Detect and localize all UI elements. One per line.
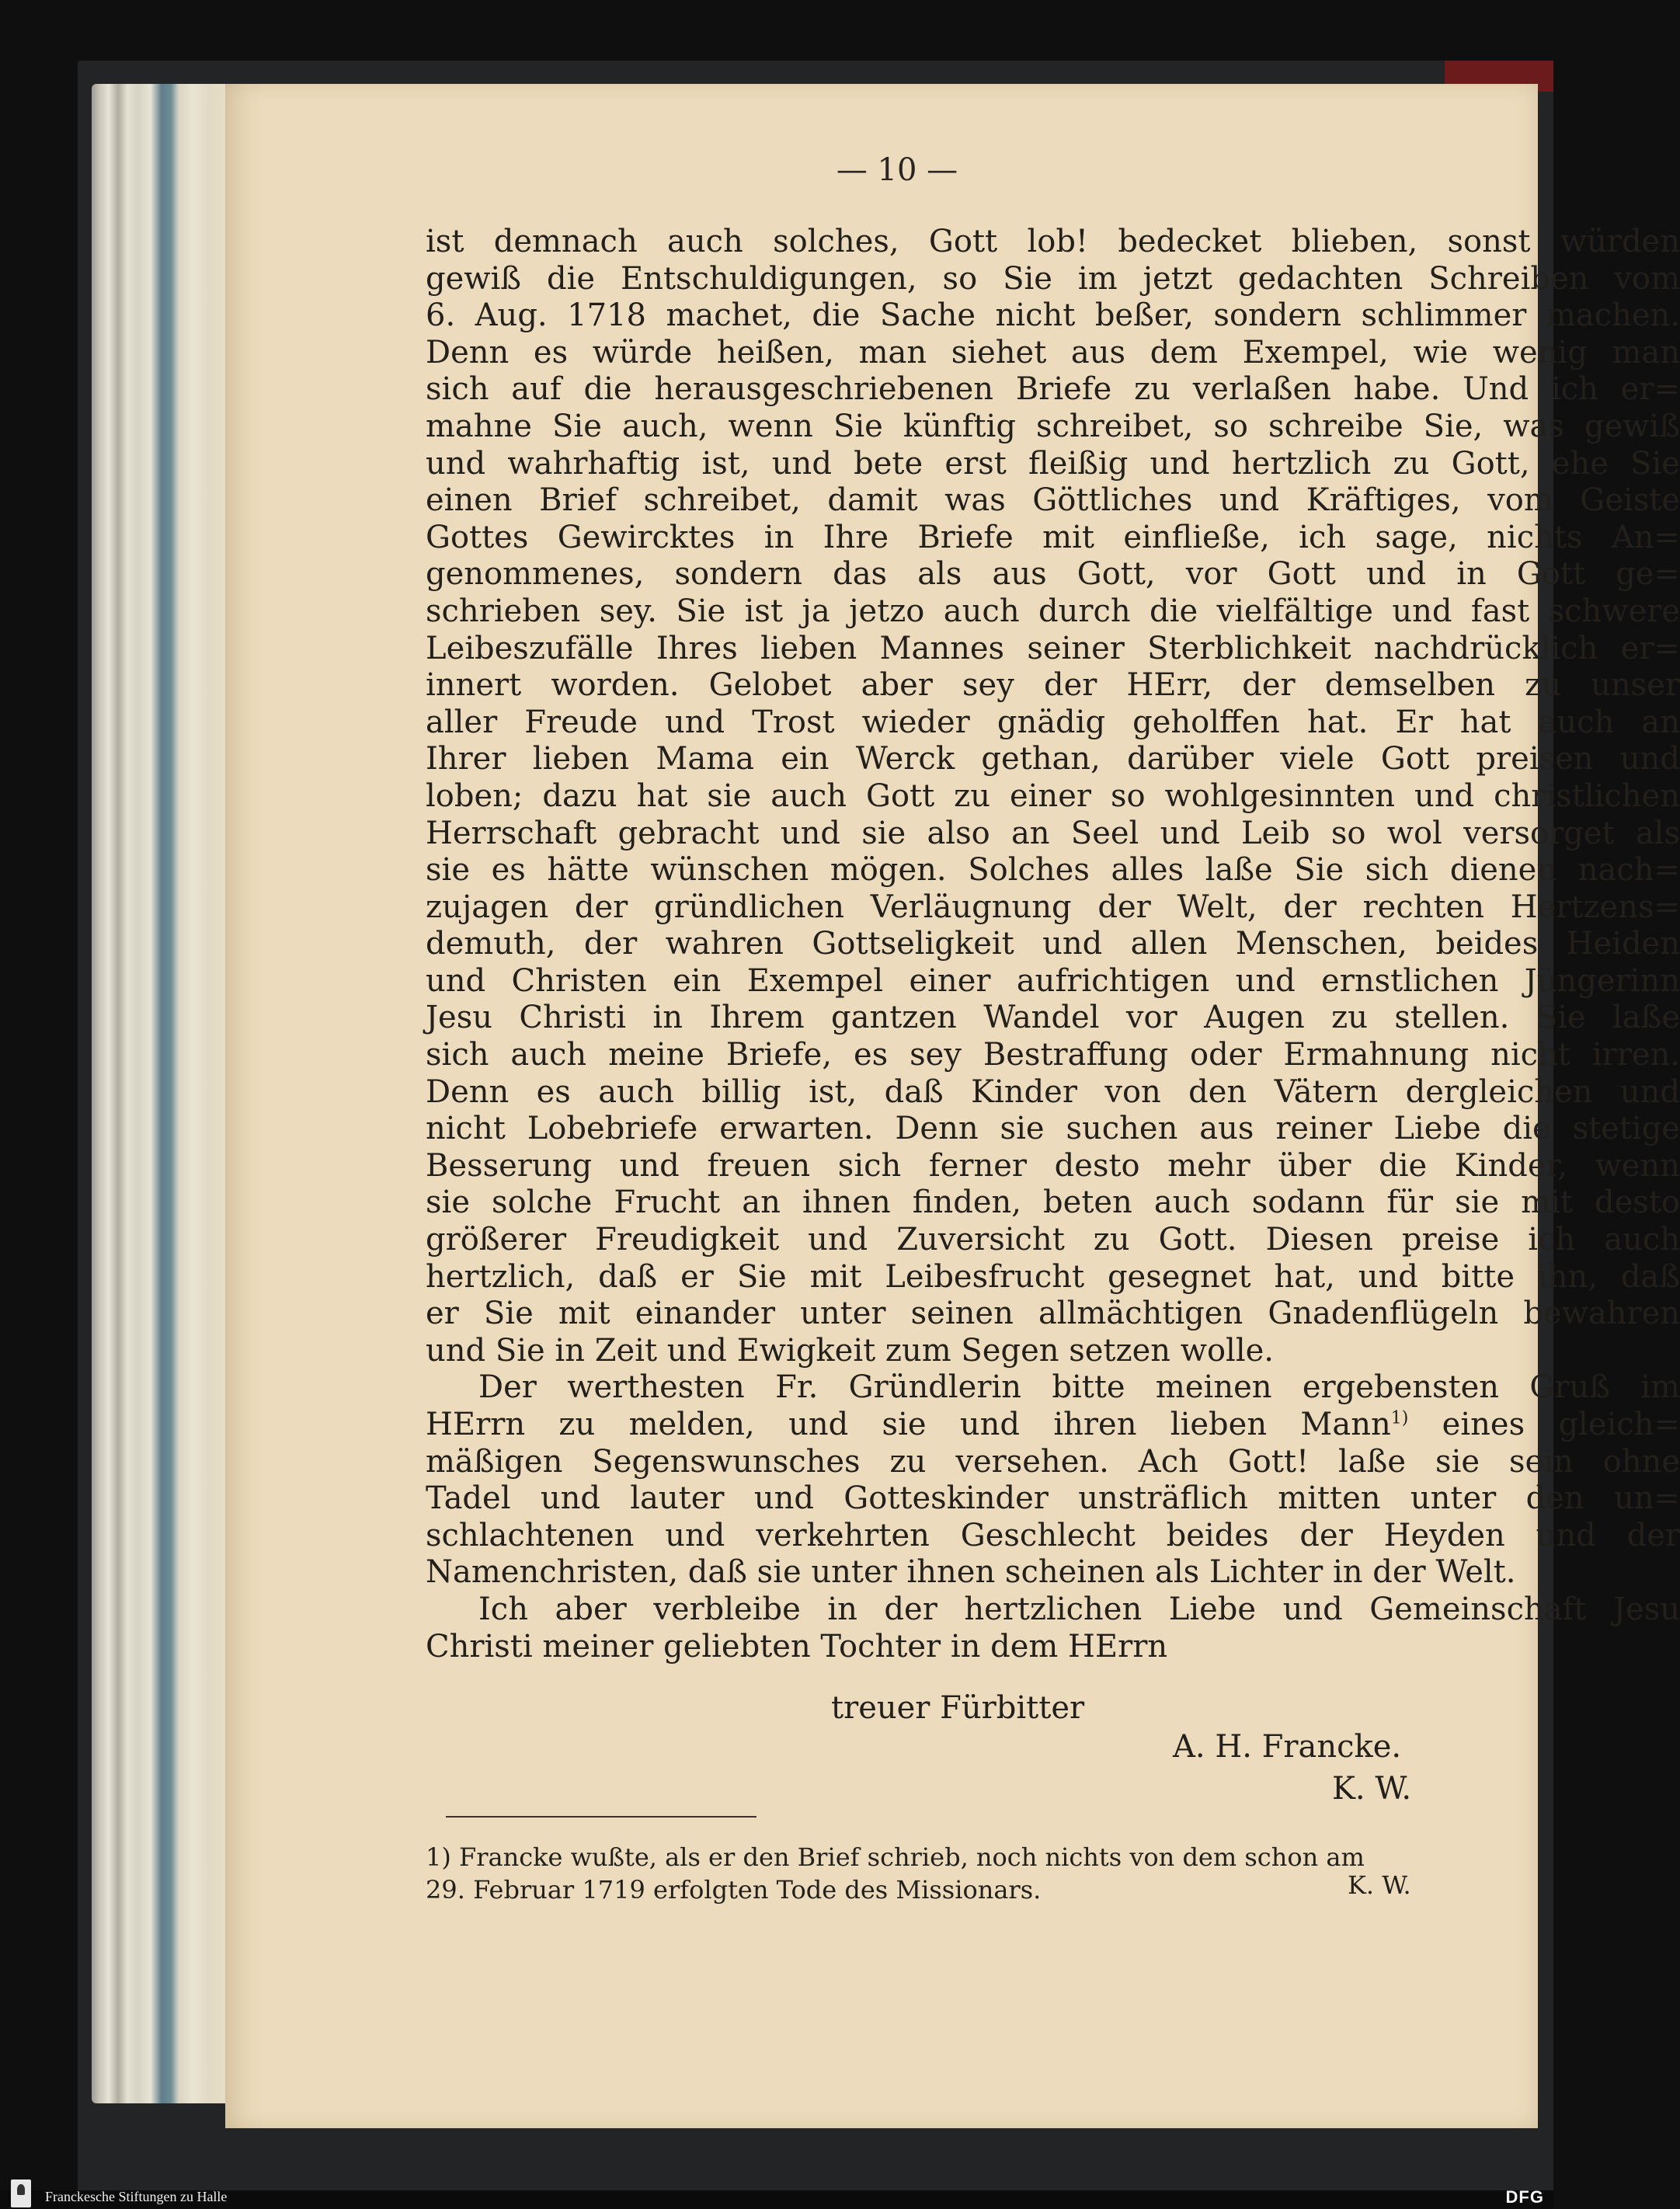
signature: A. H. Francke. — [1173, 1729, 1402, 1765]
editor-initials: K. W. — [1332, 1771, 1412, 1807]
dfg-logo: DFG — [1505, 2187, 1544, 2207]
text-segment: eines gleich= — [1408, 1407, 1680, 1442]
text-line: Namenchristen, daß sie unter ihnen scheinen als Lichter in der Welt. — [426, 1554, 1516, 1591]
text-line: 6. Aug. 1718 machet, die Sache nicht beßer, sondern schlimmer machen. — [426, 297, 1680, 334]
text-line: genommenes, sondern das als aus Gott, vor Gott und in Gott ge= — [426, 556, 1680, 593]
body-text — [426, 224, 1680, 1665]
text-line: und Sie in Zeit und Ewigkeit zum Segen setzen wolle. — [426, 1332, 1275, 1369]
text-line: Herrschaft gebracht und sie also an Seel und Leib so wol versorget als — [426, 815, 1680, 851]
text-line: sie solche Frucht an ihnen finden, beten auch sodann für sie mit desto — [426, 1185, 1680, 1221]
text-line: Jesu Christi in Ihrem gantzen Wandel vor Augen zu stellen. Sie laße — [426, 1000, 1680, 1036]
text-line: Leibeszufälle Ihres lieben Mannes seiner Sterblichkeit nachdrücklich er= — [426, 630, 1680, 666]
text-line: mäßigen Segenswunsches zu versehen. Ach Gott! laße sie sein ohne — [426, 1443, 1680, 1480]
text-line: Der werthesten Fr. Gründlerin bitte meinen ergebensten Gruß im — [478, 1369, 1680, 1406]
text-line: innert worden. Gelobet aber sey der HErr, der demselben zu unser — [426, 667, 1680, 704]
text-line — [426, 1407, 1680, 1444]
footer-bar — [0, 2190, 1553, 2209]
text-line: hertzlich, daß er Sie mit Leibesfrucht gesegnet hat, und bitte ihn, daß — [426, 1258, 1680, 1295]
text-line: sich auf die herausgeschriebenen Briefe zu verlaßen habe. Und ich er= — [426, 371, 1680, 408]
text-line: Gottes Gewircktes in Ihre Briefe mit einfließe, ich sage, nichts An= — [426, 519, 1680, 555]
closing-phrase: treuer Fürbitter — [831, 1690, 1085, 1726]
footnote — [426, 1841, 1680, 1906]
text-line: sie es hätte wünschen mögen. Solches alles laße Sie sich dienen nach= — [426, 852, 1680, 889]
text-line: aller Freude und Trost wieder gnädig geholffen hat. Er hat auch an — [426, 704, 1680, 740]
book-page — [225, 84, 1680, 2128]
text-line: mahne Sie auch, wenn Sie künftig schreibet, so schreibe Sie, was gewiß — [426, 408, 1680, 444]
text-line: Denn es würde heißen, man siehet aus dem Exempel, wie wenig man — [426, 334, 1680, 370]
footnote-line: 29. Februar 1719 erfolgten Tode des Missionars. — [426, 1875, 1042, 1905]
footnote-ref[interactable]: 1) — [1390, 1408, 1409, 1428]
text-segment: HErrn zu melden, und sie und ihren lieben Mann — [426, 1407, 1391, 1442]
page-number: — 10 — — [836, 152, 958, 188]
text-line: Denn es auch billig ist, daß Kinder von den Vätern dergleichen und — [426, 1073, 1680, 1110]
text-line: und Christen ein Exempel einer aufrichtigen und ernstlichen Jüngerinn — [426, 962, 1680, 999]
institution-logo-icon — [11, 2179, 31, 2207]
footnote-line: 1) Francke wußte, als er den Brief schrieb, noch nichts von dem schon am — [426, 1842, 1365, 1872]
text-line: Ihrer lieben Mama ein Werck gethan, darüber viele Gott preisen und — [426, 741, 1680, 777]
text-line: Tadel und lauter und Gotteskinder unsträflich mitten unter den un= — [426, 1480, 1680, 1517]
text-line: Christi meiner geliebten Tochter in dem HErrn — [426, 1628, 1168, 1665]
text-line: Besserung und freuen sich ferner desto mehr über die Kinder, wenn — [426, 1147, 1680, 1184]
footer-institution: Franckesche Stiftungen zu Halle — [45, 2189, 228, 2204]
text-line: größerer Freudigkeit und Zuversicht zu Gott. Diesen preise ich auch — [426, 1222, 1680, 1258]
text-line: sich auch meine Briefe, es sey Bestraffung oder Ermahnung nicht irren. — [426, 1037, 1680, 1073]
text-line: und wahrhaftig ist, und bete erst fleißig und hertzlich zu Gott, ehe Sie — [426, 445, 1680, 482]
text-line: nicht Lobebriefe erwarten. Denn sie suchen aus reiner Liebe die stetige — [426, 1111, 1680, 1147]
page-stack-edge — [92, 84, 231, 2103]
text-line: zujagen der gründlichen Verläugnung der Welt, der rechten Hertzens= — [426, 889, 1680, 925]
text-line: ist demnach auch solches, Gott lob! bedecket blieben, sonst würden — [426, 224, 1680, 259]
text-line: schrieben sey. Sie ist ja jetzo auch durch die vielfältige und fast schwere — [426, 593, 1680, 629]
text-line: Ich aber verbleibe in der hertzlichen Liebe und Gemeinschaft Jesu — [478, 1591, 1680, 1627]
text-line: einen Brief schreibet, damit was Göttliches und Kräftiges, vom Geiste — [426, 482, 1680, 519]
text-line: schlachtenen und verkehrten Geschlecht beides der Heyden und der — [426, 1517, 1680, 1553]
footnote-initials: K. W. — [1348, 1870, 1411, 1900]
text-line: loben; dazu hat sie auch Gott zu einer so wohlgesinnten und christlichen — [426, 777, 1680, 814]
text-line: demuth, der wahren Gottseligkeit und allen Menschen, beides Heiden — [426, 926, 1680, 962]
paragraph-1 — [426, 224, 1680, 1369]
text-line: er Sie mit einander unter seinen allmächtigen Gnadenflügeln bewahren — [426, 1296, 1680, 1332]
text-line: gewiß die Entschuldigungen, so Sie im jetzt gedachten Schreiben vom — [426, 260, 1680, 297]
footnote-divider — [446, 1816, 757, 1818]
paragraph-2 — [426, 1444, 1680, 1592]
